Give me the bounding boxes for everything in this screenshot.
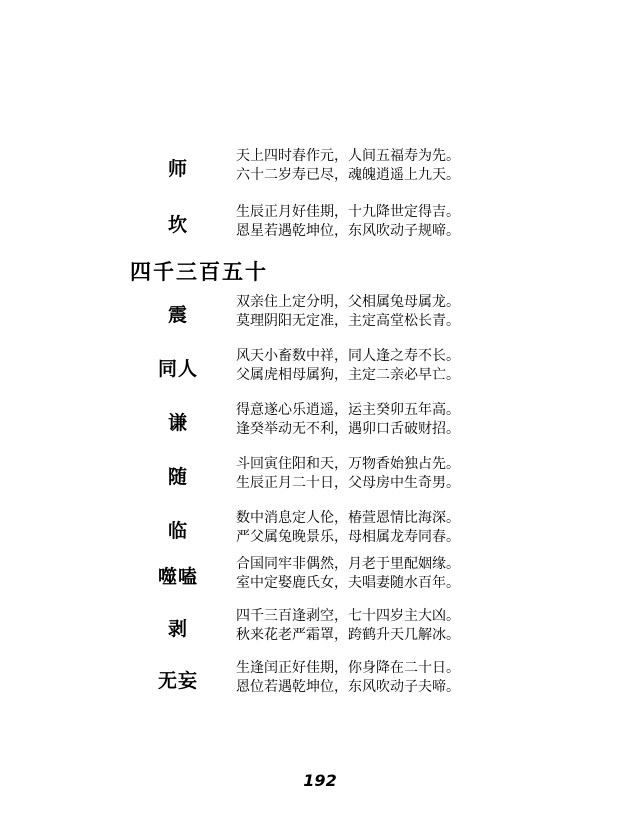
hexagram-entry: [0, 199, 640, 247]
verse-line: 斗回寅住阳和天，万物香始独占先。: [236, 456, 460, 472]
hexagram-entry: [0, 397, 640, 445]
verse-line: 四千三百逢剥空，七十四岁主大凶。: [236, 608, 460, 624]
hexagram-entry: [0, 655, 640, 703]
verse-line: 莫理阴阳无定准，主定高堂松长青。: [236, 313, 460, 329]
hexagram-name: 同人: [157, 357, 198, 380]
hexagram-entry: [0, 143, 640, 191]
verse-line: 合国同牢非偶然，月老于里配姻缘。: [236, 556, 460, 572]
verse-line: 生辰正月好佳期，十九降世定得吉。: [236, 204, 460, 220]
verse-line: 生辰正月二十日，父母房中生奇男。: [236, 475, 460, 491]
verse-line: 生逢闰正好佳期，你身降在二十日。: [236, 660, 460, 676]
hexagram-name: 随: [167, 465, 188, 488]
hexagram-name: 无妄: [157, 669, 198, 692]
hexagram-entry: [0, 451, 640, 499]
verse-line: 秋来花老严霜罩，跨鹤升天几解冰。: [236, 627, 460, 643]
hexagram-entry: [0, 505, 640, 553]
hexagram-name: 谦: [167, 411, 188, 434]
hexagram-name: 剥: [167, 617, 188, 640]
verse-line: 恩星若遇乾坤位，东风吹动子规啼。: [236, 223, 460, 239]
hexagram-entry: [0, 343, 640, 391]
verse-line: 双亲住上定分明，父相属兔母属龙。: [236, 294, 460, 310]
verse-line: 恩位若遇乾坤位，东风吹动子夫啼。: [236, 679, 460, 695]
verse-line: 得意遂心乐逍遥，运主癸卯五年高。: [236, 402, 460, 418]
verse-line: 父属虎相母属狗，主定二亲必早亡。: [236, 367, 460, 383]
verse-line: 逢癸举动无不利，遇卯口舌破财招。: [236, 421, 460, 437]
verse-line: 六十二岁寿已尽，魂魄逍遥上九天。: [236, 167, 460, 183]
hexagram-entry: [0, 551, 640, 599]
hexagram-name: 震: [167, 303, 188, 326]
verse-line: 天上四时春作元，人间五福寿为先。: [236, 148, 460, 164]
page-number: 192: [303, 771, 337, 790]
verse-line: 风天小畜数中祥，同人逢之寿不长。: [236, 348, 460, 364]
hexagram-name: 临: [167, 519, 188, 542]
hexagram-name: 坎: [167, 213, 188, 236]
section-heading: 四千三百五十: [130, 259, 268, 284]
hexagram-name: 噬嗑: [157, 565, 198, 588]
hexagram-name: 师: [167, 157, 188, 180]
verse-line: 室中定娶鹿氏女，夫唱妻随水百年。: [236, 575, 460, 591]
verse-line: 数中消息定人伦，椿萱恩情比海深。: [236, 510, 460, 526]
hexagram-entry: [0, 603, 640, 651]
hexagram-entry: [0, 289, 640, 337]
verse-line: 严父属兔晚景乐，母相属龙寿同春。: [236, 529, 460, 545]
